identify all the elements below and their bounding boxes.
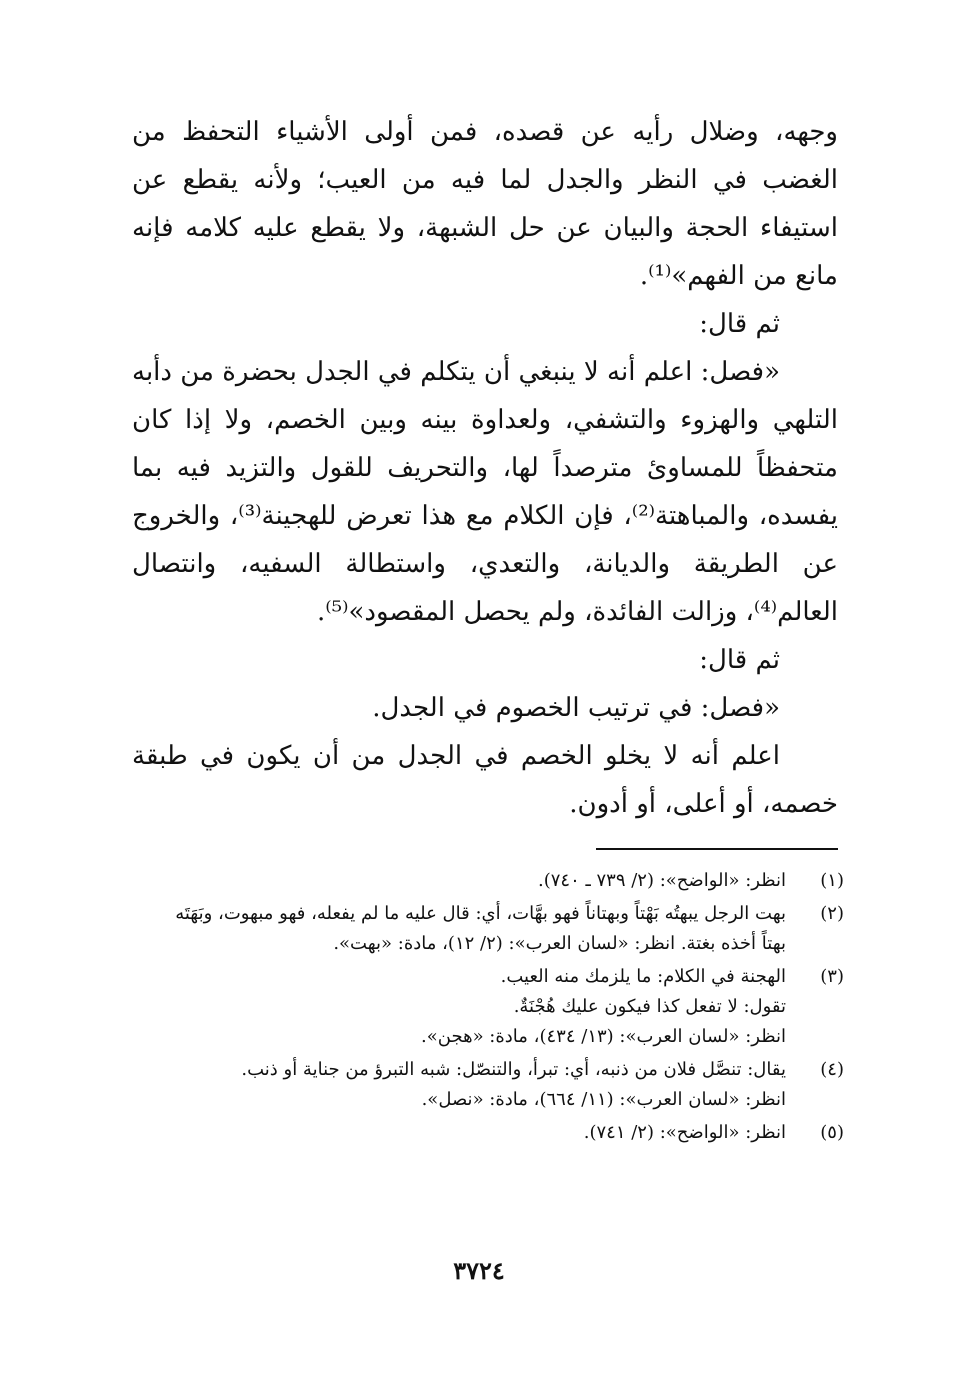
paragraph: اعلم أنه لا يخلو الخصم في الجدل من أن يكون في طبقة خصمه، أو أعلى، أو أدون.: [132, 741, 838, 819]
footnote-line: تقول: لا تفعل كذا فيكون عليك هُجْنَةٌ.: [513, 996, 786, 1017]
paragraph: وجهه، وضلال رأيه عن قصده، فمن أولى الأشياء التحفظ من الغضب في النظر والجدل لما فيه من العيب؛ ولأنه يقطع عن استيفاء الحجة والبيان عن حل الشبهة، ولا يقطع عليه كلامه فإنه مانع من الفهم»⁽¹⁾.: [132, 117, 838, 291]
paragraph: ثم قال:: [699, 645, 780, 675]
footnote-number: (٢): [820, 903, 844, 924]
paragraph: «فصل: في ترتيب الخصوم في الجدل.: [372, 693, 780, 723]
footnote-line: انظر: «الواضح»: (٢/ ٧٣٩ ـ ٧٤٠).: [538, 870, 786, 891]
footnote-line: انظر: «الواضح»: (٢/ ٧٤١).: [583, 1122, 786, 1143]
footnote-2: [132, 899, 844, 959]
main-text: [132, 108, 838, 828]
footnote-number: (٣): [820, 966, 844, 987]
footnote-separator: [596, 848, 838, 850]
footnote-number: (٥): [820, 1122, 844, 1143]
footnote-1: [132, 866, 844, 896]
paragraph: «فصل: اعلم أنه لا ينبغي أن يتكلم في الجدل بحضرة من دأبه التلهي والهزوء والتشفي، ولعداوة بينه وبين الخصم، ولا إذا كان متحفظاً للمساوئ مترصداً لها، والتحريف للقول والتزيد فيه بما يفسده، والمباهتة⁽²⁾، فإن الكلام مع هذا تعرض للهجينة⁽³⁾، والخروج عن الطريقة والديانة، والتعدي، واستطالة السفيه، وانتصال العالم⁽⁴⁾، وزالت الفائدة، ولم يحصل المقصود»⁽⁵⁾.: [132, 357, 838, 627]
footnote-line: انظر: «لسان العرب»: (١١/ ٦٦٤)، مادة: «نصل».: [421, 1089, 786, 1110]
footnote-line: انظر: «لسان العرب»: (١٣/ ٤٣٤)، مادة: «هجن».: [421, 1026, 786, 1047]
paragraph: ثم قال:: [699, 309, 780, 339]
footnote-line: بهت الرجل يبهتُه بَهْتاً وبهتاناً فهو بهَّات، أي: قال عليه ما لم يفعله، فهو مبهوت، وبَهَتَه: [175, 903, 786, 924]
footnote-line: بهتاً أخذه بغتة. انظر: «لسان العرب»: (٢/ ١٢)، مادة: «بهت».: [333, 933, 786, 954]
footnote-line: الهجنة في الكلام: ما يلزمك منه العيب.: [500, 966, 786, 987]
page-number: ٣٧٢٤: [453, 1256, 505, 1285]
footnote-number: (١): [820, 870, 844, 891]
footnote-line: يقال: تنصَّل فلان من ذنبه، أي: تبرأ، والتنصّل: شبه التبرؤ من جناية أو ذنب.: [241, 1059, 786, 1080]
footnote-5: [132, 1118, 844, 1148]
footnotes: [132, 866, 844, 1151]
footnote-3: [132, 962, 844, 1052]
footnote-4: [132, 1055, 844, 1115]
footnote-number: (٤): [820, 1059, 844, 1080]
